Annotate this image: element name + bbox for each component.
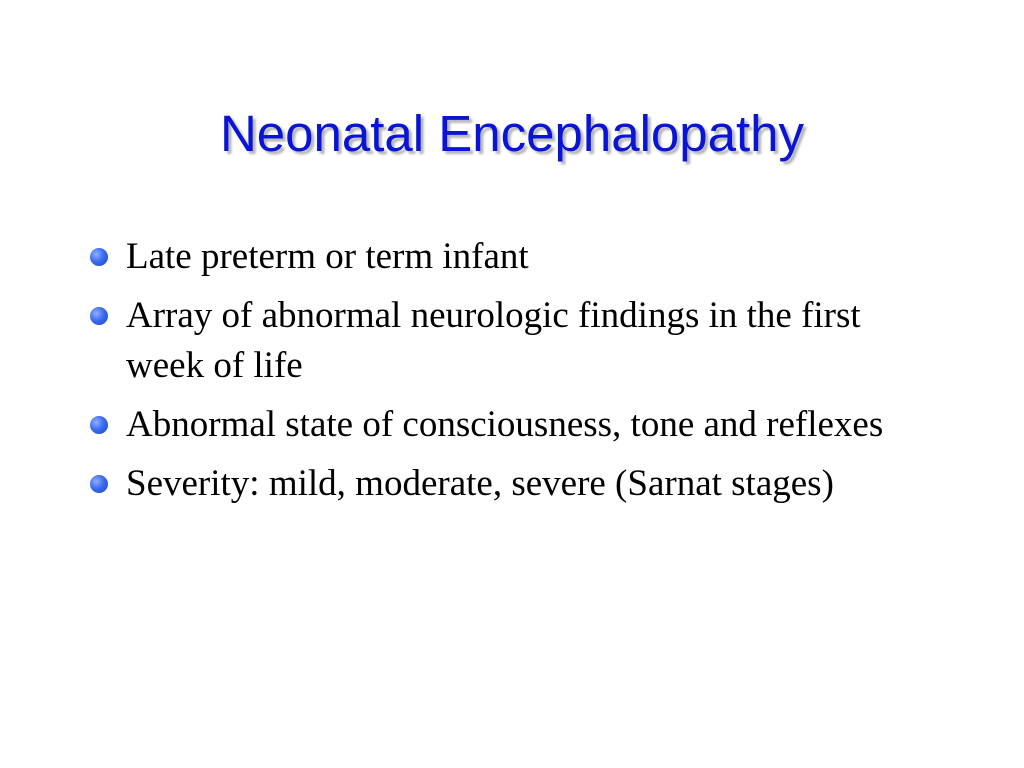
- bullet-item: [88, 400, 938, 450]
- bullet-dot-icon: [90, 307, 108, 325]
- bullet-dot-icon: [90, 475, 108, 493]
- bullet-dot-icon: [90, 248, 108, 266]
- bullet-text: Abnormal state of consciousness, tone and reflexes: [126, 404, 884, 445]
- bullet-text: Severity: mild, moderate, severe (Sarnat stages): [126, 463, 834, 504]
- bullet-item: [88, 459, 938, 509]
- slide-title: Neonatal Encephalopathy: [219, 105, 805, 162]
- bullet-dot-icon: [90, 416, 108, 434]
- bullet-list: [88, 232, 938, 518]
- bullet-item: [88, 291, 938, 391]
- bullet-text: Late preterm or term infant: [126, 236, 529, 277]
- bullet-text: Array of abnormal neurologic findings in the first week of life: [126, 295, 861, 386]
- bullet-item: [88, 232, 938, 282]
